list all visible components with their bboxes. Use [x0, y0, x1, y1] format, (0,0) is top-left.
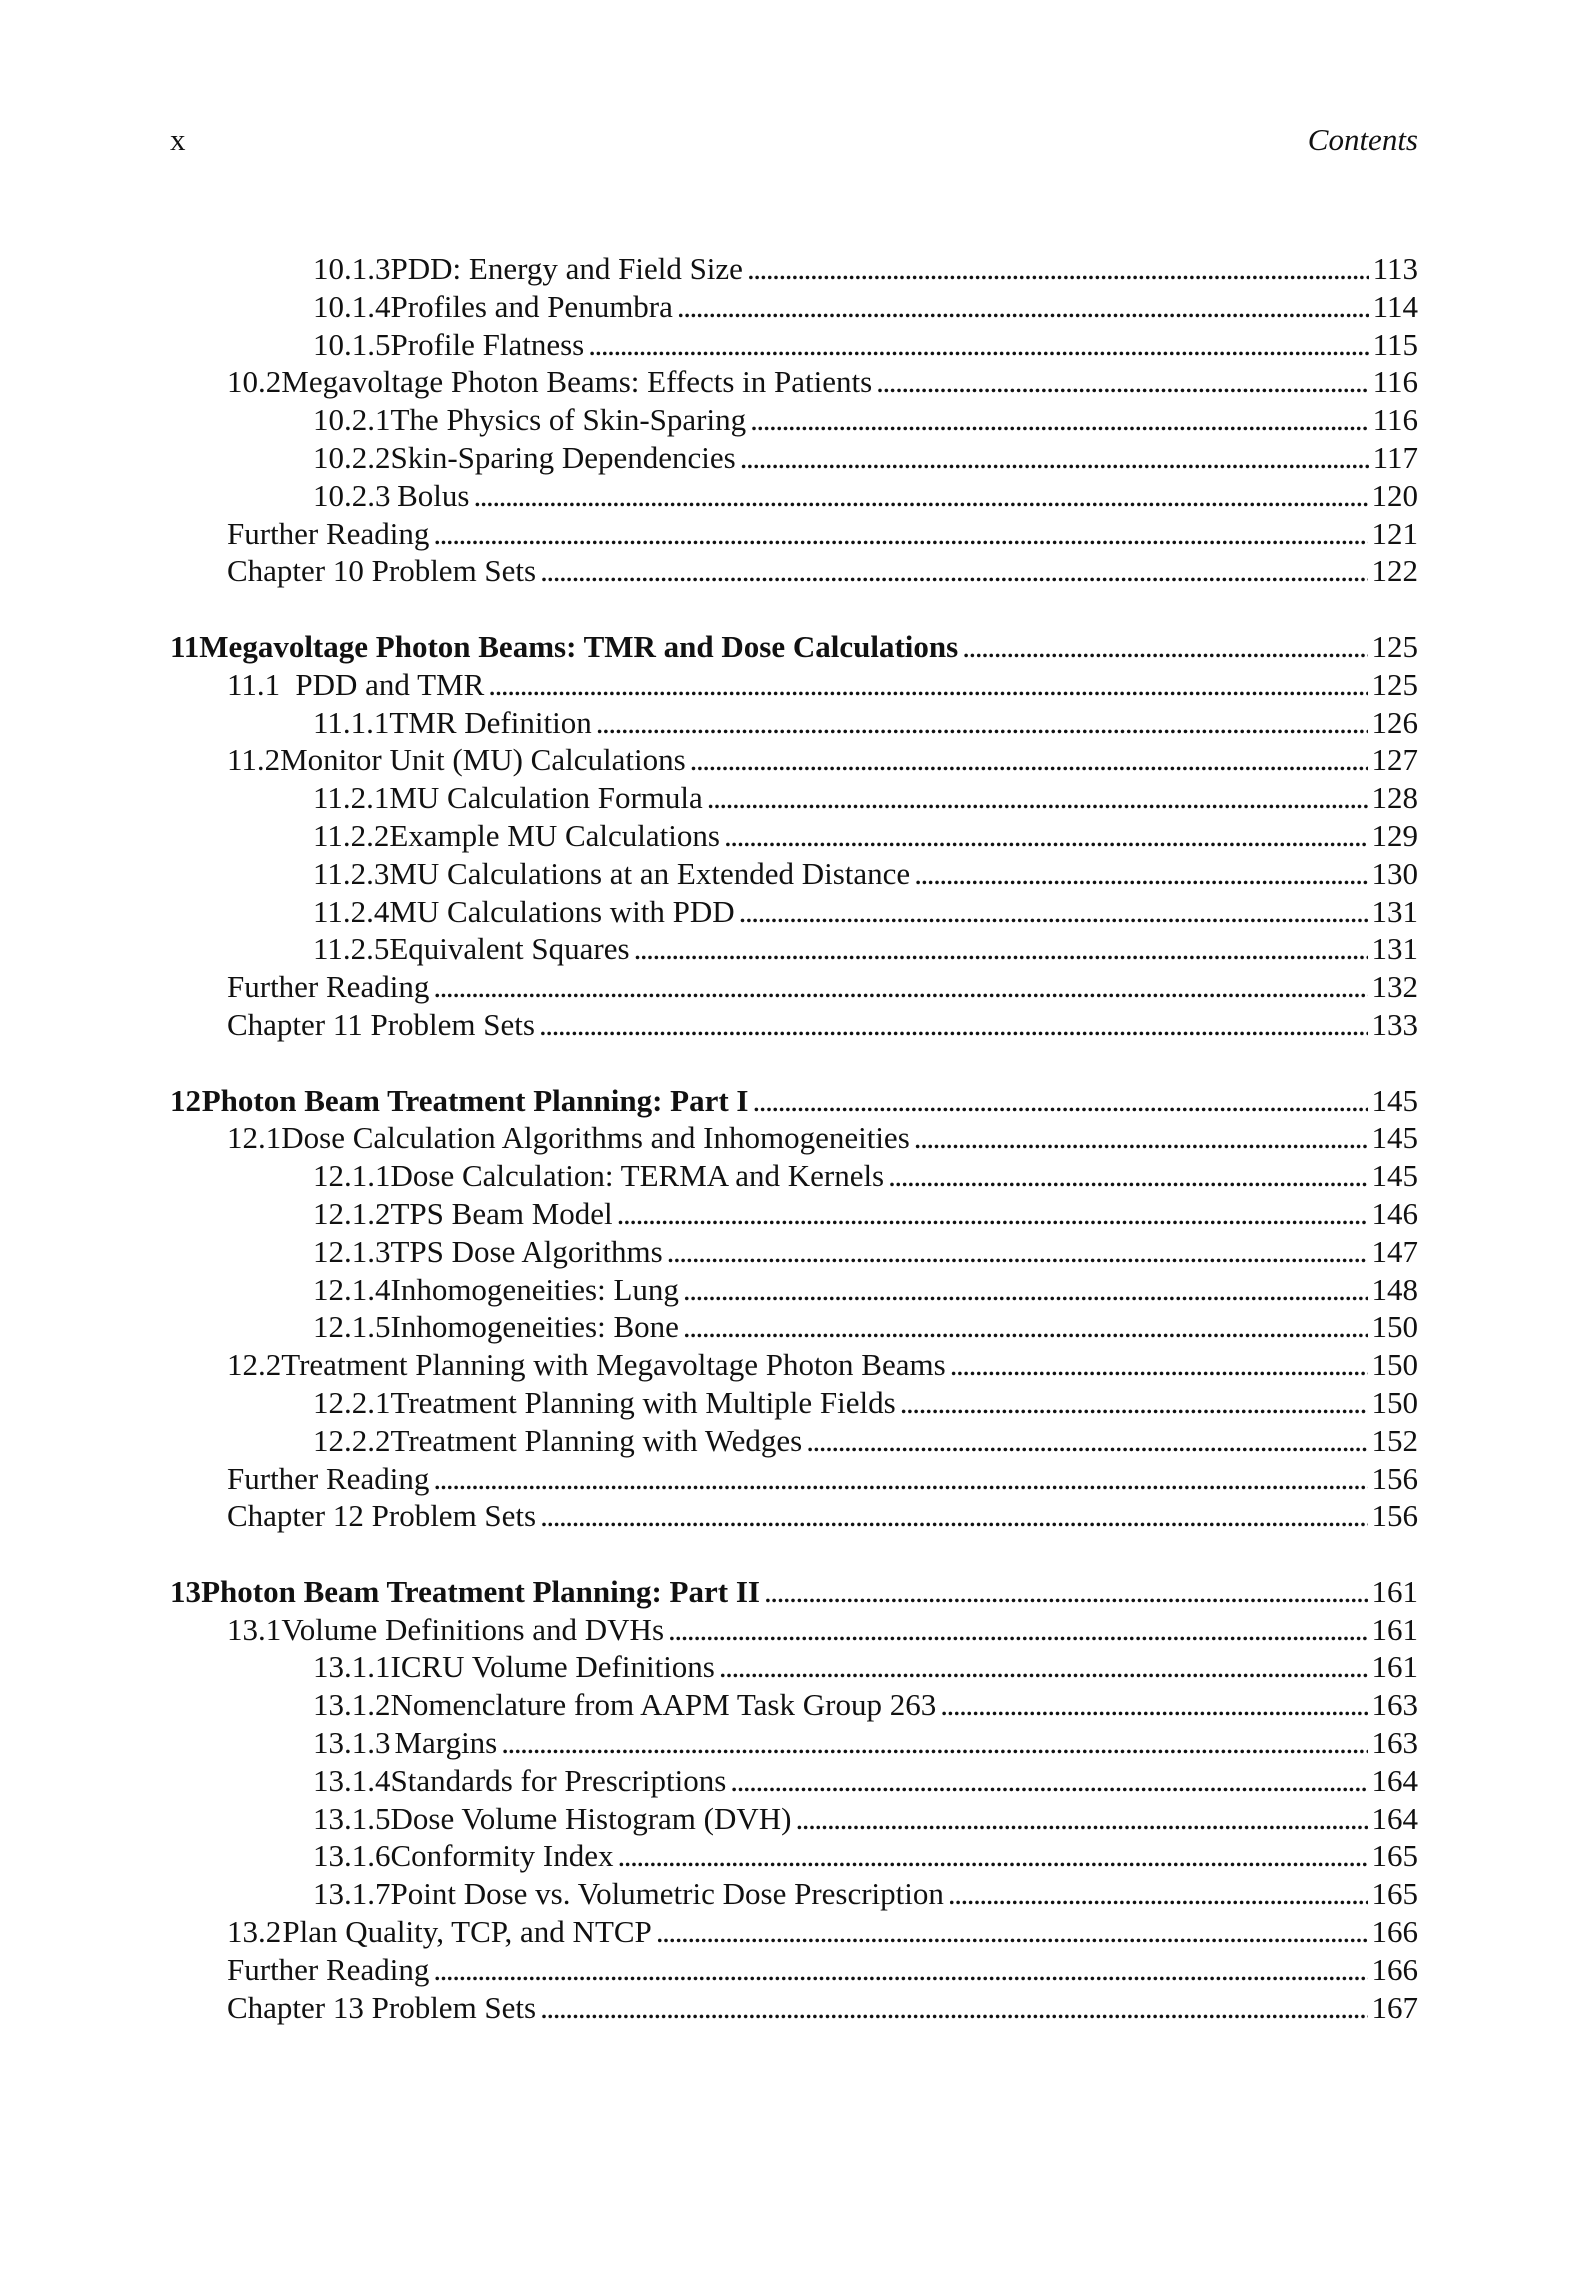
toc-entry-title: Chapter 12 Problem Sets — [227, 1498, 537, 1534]
dot-leader — [540, 1497, 1367, 1535]
table-of-contents — [170, 250, 1418, 2026]
toc-entry-title: Chapter 13 Problem Sets — [227, 1989, 537, 2025]
dot-leader — [900, 1384, 1368, 1422]
dot-leader — [739, 893, 1368, 931]
toc-entry-title: Margins — [394, 1725, 498, 1761]
toc-entry-page: 148 — [1371, 1271, 1418, 1307]
toc-entry-number: 12.2.2 — [313, 1422, 391, 1458]
toc-entry-number: 12.2.1 — [313, 1384, 391, 1420]
toc-entry-number: 12.1 — [227, 1120, 282, 1156]
page-number: x — [170, 122, 186, 157]
toc-entry-title: Equivalent Squares — [389, 931, 630, 967]
dot-leader — [948, 1875, 1368, 1913]
toc-entry-title: Megavoltage Photon Beams: TMR and Dose Calculations — [199, 628, 959, 664]
toc-entry-title: Further Reading — [227, 969, 430, 1005]
toc-entry-page: 166 — [1371, 1951, 1418, 1987]
toc-entry-page: 150 — [1371, 1384, 1418, 1420]
toc-entry[interactable] — [170, 855, 1418, 893]
dot-leader — [724, 817, 1368, 855]
toc-entry[interactable] — [170, 741, 1418, 779]
toc-entry-number: 13.1.6 — [313, 1838, 391, 1874]
toc-entry[interactable] — [170, 1157, 1418, 1195]
toc-entry[interactable] — [170, 1875, 1418, 1913]
section-gap — [170, 590, 1418, 628]
toc-entry-title: Volume Definitions and DVHs — [281, 1611, 665, 1647]
toc-entry-title: Further Reading — [227, 1460, 430, 1496]
dot-leader — [656, 1913, 1368, 1951]
toc-entry[interactable] — [170, 363, 1418, 401]
toc-entry-number: 11.1.1 — [313, 704, 390, 740]
toc-entry[interactable] — [170, 552, 1418, 590]
dot-leader — [914, 1119, 1368, 1157]
toc-entry-page: 117 — [1372, 439, 1418, 475]
toc-entry-page: 126 — [1371, 704, 1418, 740]
toc-entry[interactable] — [170, 401, 1418, 439]
dot-leader — [677, 288, 1369, 326]
toc-entry-number: 10.2.3 — [313, 477, 391, 513]
toc-entry-title: Chapter 11 Problem Sets — [227, 1006, 535, 1042]
toc-entry-number: 13.1 — [227, 1611, 282, 1647]
toc-entry-title: Further Reading — [227, 515, 430, 551]
toc-entry[interactable] — [170, 1460, 1418, 1498]
dot-leader — [539, 1006, 1368, 1044]
dot-leader — [719, 1648, 1368, 1686]
toc-entry[interactable] — [170, 477, 1418, 515]
dot-leader — [795, 1800, 1367, 1838]
toc-entry[interactable] — [170, 1951, 1418, 1989]
toc-entry-number: 10.2.1 — [313, 402, 391, 438]
dot-leader — [588, 326, 1368, 364]
dot-leader — [750, 401, 1369, 439]
dot-leader — [473, 477, 1367, 515]
toc-entry[interactable] — [170, 1724, 1418, 1762]
toc-entry[interactable] — [170, 1837, 1418, 1875]
toc-entry[interactable] — [170, 968, 1418, 1006]
toc-entry-page: 166 — [1371, 1914, 1418, 1950]
toc-entry-page: 128 — [1371, 780, 1418, 816]
toc-entry-page: 165 — [1371, 1838, 1418, 1874]
toc-entry-page: 131 — [1371, 893, 1418, 929]
toc-entry-number: 13.1.2 — [313, 1687, 391, 1723]
toc-entry-title: Point Dose vs. Volumetric Dose Prescription — [390, 1876, 944, 1912]
toc-entry-page: 163 — [1371, 1725, 1418, 1761]
toc-entry-page: 115 — [1372, 326, 1418, 362]
toc-entry-number: 11.2.4 — [313, 893, 390, 929]
dot-leader — [488, 666, 1367, 704]
dot-leader — [668, 1611, 1367, 1649]
toc-entry-title: TPS Beam Model — [390, 1195, 613, 1231]
toc-entry-title: Conformity Index — [390, 1838, 614, 1874]
dot-leader — [683, 1271, 1368, 1309]
toc-entry-page: 165 — [1371, 1876, 1418, 1912]
toc-entry-number: 13.1.7 — [313, 1876, 391, 1912]
toc-entry[interactable] — [170, 1611, 1418, 1649]
toc-entry[interactable] — [170, 666, 1418, 704]
toc-entry-number: 13 — [170, 1573, 201, 1609]
toc-entry-number: 11.2.1 — [313, 780, 390, 816]
toc-entry-number: 10.1.4 — [313, 288, 391, 324]
toc-entry-page: 125 — [1371, 666, 1418, 702]
toc-entry-title: Bolus — [397, 477, 470, 513]
toc-entry-number: 12.2 — [227, 1347, 282, 1383]
toc-entry-page: 113 — [1372, 251, 1418, 286]
dot-leader — [433, 968, 1367, 1006]
dot-leader — [707, 779, 1368, 817]
toc-entry-page: 156 — [1371, 1498, 1418, 1534]
toc-entry-title: Megavoltage Photon Beams: Effects in Patients — [281, 364, 873, 400]
dot-leader — [433, 1460, 1367, 1498]
dot-leader — [876, 363, 1368, 401]
toc-entry-title: Monitor Unit (MU) Calculations — [280, 742, 686, 778]
toc-entry-page: 161 — [1371, 1573, 1418, 1609]
toc-entry-number: 13.2 — [227, 1914, 282, 1950]
toc-entry-number: 11.2.2 — [313, 817, 390, 853]
toc-entry[interactable] — [170, 817, 1418, 855]
toc-entry-title: Treatment Planning with Megavoltage Photon Beams — [281, 1347, 946, 1383]
toc-entry-page: 156 — [1371, 1460, 1418, 1496]
toc-entry-page: 132 — [1371, 969, 1418, 1005]
toc-entry-page: 131 — [1371, 931, 1418, 967]
toc-entry-number: 11.1 — [227, 666, 281, 702]
toc-entry-title: Further Reading — [227, 1951, 430, 1987]
toc-entry-number: 10.1.3 — [313, 251, 391, 286]
toc-entry-number: 12.1.2 — [313, 1195, 391, 1231]
toc-entry-page: 133 — [1371, 1006, 1418, 1042]
toc-entry[interactable] — [170, 1119, 1418, 1157]
toc-entry[interactable] — [170, 1800, 1418, 1838]
toc-chapter-entry[interactable] — [170, 1573, 1418, 1611]
toc-entry-title: Treatment Planning with Multiple Fields — [390, 1384, 896, 1420]
toc-entry-number: 12 — [170, 1082, 201, 1118]
toc-entry[interactable] — [170, 250, 1418, 288]
toc-entry-number: 11.2.5 — [313, 931, 390, 967]
toc-entry-page: 116 — [1372, 402, 1418, 438]
dot-leader — [962, 628, 1367, 666]
toc-entry-page: 146 — [1371, 1195, 1418, 1231]
toc-entry-page: 164 — [1371, 1762, 1418, 1798]
toc-entry-page: 164 — [1371, 1800, 1418, 1836]
dot-leader — [764, 1573, 1368, 1611]
toc-entry-page: 145 — [1371, 1120, 1418, 1156]
toc-entry-title: Treatment Planning with Wedges — [390, 1422, 803, 1458]
dot-leader — [433, 1951, 1367, 1989]
toc-entry-title: Chapter 10 Problem Sets — [227, 553, 537, 589]
toc-entry[interactable] — [170, 439, 1418, 477]
toc-entry-title: Photon Beam Treatment Planning: Part II — [201, 1573, 760, 1609]
toc-entry[interactable] — [170, 515, 1418, 553]
toc-entry[interactable] — [170, 1006, 1418, 1044]
toc-entry-page: 161 — [1371, 1611, 1418, 1647]
toc-entry-title: TMR Definition — [389, 704, 592, 740]
toc-entry-number: 10.2.2 — [313, 439, 391, 475]
toc-entry-title: Skin-Sparing Dependencies — [390, 439, 736, 475]
toc-entry[interactable] — [170, 1422, 1418, 1460]
toc-entry-number: 12.1.4 — [313, 1271, 391, 1307]
toc-entry-number: 10.2 — [227, 364, 282, 400]
dot-leader — [501, 1724, 1367, 1762]
toc-entry-number: 13.1.4 — [313, 1762, 391, 1798]
dot-leader — [596, 704, 1368, 742]
toc-entry-title: Photon Beam Treatment Planning: Part I — [201, 1082, 749, 1118]
section-gap — [170, 1535, 1418, 1573]
toc-entry-page: 127 — [1371, 742, 1418, 778]
toc-entry-page: 167 — [1371, 1989, 1418, 2025]
dot-leader — [618, 1837, 1368, 1875]
toc-entry-page: 152 — [1371, 1422, 1418, 1458]
toc-entry-title: The Physics of Skin-Sparing — [390, 402, 747, 438]
toc-entry[interactable] — [170, 704, 1418, 742]
toc-entry[interactable] — [170, 1308, 1418, 1346]
toc-entry-page: 147 — [1371, 1233, 1418, 1269]
toc-entry[interactable] — [170, 1233, 1418, 1271]
toc-entry-title: Dose Calculation: TERMA and Kernels — [390, 1158, 885, 1194]
dot-leader — [540, 552, 1367, 590]
toc-entry-title: Dose Volume Histogram (DVH) — [390, 1800, 792, 1836]
toc-entry-number: 10.1.5 — [313, 326, 391, 362]
toc-entry-title: Inhomogeneities: Lung — [390, 1271, 679, 1307]
toc-entry-number: 13.1.1 — [313, 1649, 391, 1685]
toc-entry-page: 145 — [1371, 1158, 1418, 1194]
toc-entry-page: 122 — [1371, 553, 1418, 589]
toc-entry-title: Standards for Prescriptions — [390, 1762, 727, 1798]
toc-entry-page: 130 — [1371, 855, 1418, 891]
dot-leader — [753, 1082, 1368, 1120]
toc-entry-number: 12.1.5 — [313, 1309, 391, 1345]
dot-leader — [730, 1762, 1367, 1800]
toc-entry-number: 11 — [170, 628, 200, 664]
toc-entry-page: 145 — [1371, 1082, 1418, 1118]
dot-leader — [747, 250, 1369, 288]
toc-chapter-entry[interactable] — [170, 1082, 1418, 1120]
toc-entry-number: 13.1.3 — [313, 1725, 391, 1761]
running-title: Contents — [1307, 122, 1418, 157]
toc-entry[interactable] — [170, 1497, 1418, 1535]
toc-entry-page: 129 — [1371, 817, 1418, 853]
toc-entry-page: 150 — [1371, 1309, 1418, 1345]
toc-entry[interactable] — [170, 1384, 1418, 1422]
toc-entry-number: 11.2.3 — [313, 855, 390, 891]
toc-entry-number: 13.1.5 — [313, 1800, 391, 1836]
toc-entry-page: 163 — [1371, 1687, 1418, 1723]
toc-entry-title: PDD: Energy and Field Size — [390, 251, 743, 286]
dot-leader — [433, 515, 1367, 553]
dot-leader — [540, 1989, 1367, 2027]
toc-entry-number: 12.1.1 — [313, 1158, 391, 1194]
toc-entry-title: PDD and TMR — [295, 666, 485, 702]
toc-entry-page: 120 — [1371, 477, 1418, 513]
toc-entry[interactable] — [170, 1346, 1418, 1384]
toc-entry-title: ICRU Volume Definitions — [390, 1649, 715, 1685]
toc-entry-title: TPS Dose Algorithms — [390, 1233, 663, 1269]
dot-leader — [634, 930, 1368, 968]
dot-leader — [740, 439, 1369, 477]
dot-leader — [940, 1686, 1367, 1724]
dot-leader — [617, 1195, 1368, 1233]
toc-entry-title: Dose Calculation Algorithms and Inhomogeneities — [281, 1120, 910, 1156]
dot-leader — [683, 1308, 1368, 1346]
dot-leader — [914, 855, 1367, 893]
toc-entry-title: Plan Quality, TCP, and NTCP — [282, 1914, 652, 1950]
toc-entry-title: MU Calculation Formula — [389, 780, 703, 816]
toc-entry-title: Example MU Calculations — [389, 817, 720, 853]
toc-entry[interactable] — [170, 1271, 1418, 1309]
toc-entry-page: 150 — [1371, 1347, 1418, 1383]
toc-entry-title: MU Calculations at an Extended Distance — [389, 855, 911, 891]
toc-entry-page: 121 — [1371, 515, 1418, 551]
dot-leader — [667, 1233, 1368, 1271]
toc-entry-page: 114 — [1372, 288, 1418, 324]
toc-chapter-entry[interactable] — [170, 628, 1418, 666]
toc-entry[interactable] — [170, 930, 1418, 968]
dot-leader — [690, 741, 1368, 779]
toc-entry-title: Profiles and Penumbra — [390, 288, 673, 324]
toc-entry[interactable] — [170, 326, 1418, 364]
toc-entry-page: 116 — [1372, 364, 1418, 400]
toc-entry[interactable] — [170, 779, 1418, 817]
toc-entry-page: 125 — [1371, 628, 1418, 664]
toc-entry[interactable] — [170, 1648, 1418, 1686]
toc-entry[interactable] — [170, 288, 1418, 326]
dot-leader — [950, 1346, 1368, 1384]
toc-entry-number: 11.2 — [227, 742, 281, 778]
toc-entry[interactable] — [170, 1989, 1418, 2027]
toc-entry-title: Inhomogeneities: Bone — [390, 1309, 679, 1345]
page-header — [170, 122, 1418, 162]
toc-entry[interactable] — [170, 1686, 1418, 1724]
dot-leader — [888, 1157, 1367, 1195]
dot-leader — [806, 1422, 1367, 1460]
toc-entry-number: 12.1.3 — [313, 1233, 391, 1269]
toc-entry[interactable] — [170, 1913, 1418, 1951]
toc-entry[interactable] — [170, 1762, 1418, 1800]
toc-entry-title: MU Calculations with PDD — [389, 893, 735, 929]
toc-entry-page: 161 — [1371, 1649, 1418, 1685]
toc-entry-title: Profile Flatness — [390, 326, 585, 362]
toc-entry[interactable] — [170, 893, 1418, 931]
toc-entry-title: Nomenclature from AAPM Task Group 263 — [390, 1687, 937, 1723]
toc-entry[interactable] — [170, 1195, 1418, 1233]
section-gap — [170, 1044, 1418, 1082]
